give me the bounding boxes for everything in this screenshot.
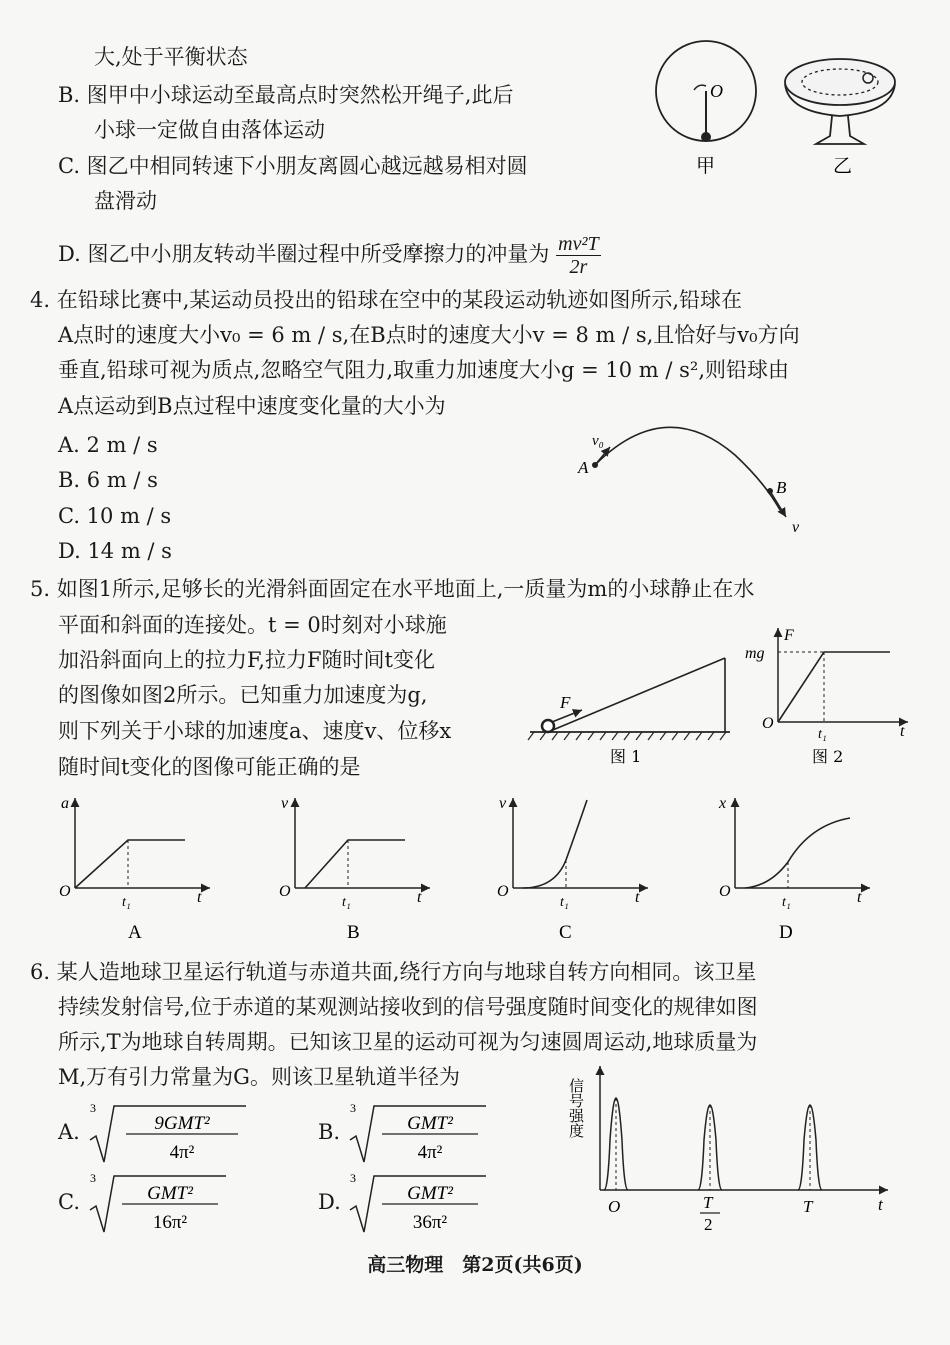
graph-b xyxy=(279,795,430,943)
fig-yi-label: 乙 xyxy=(833,155,853,177)
q4-option-b: B. 6 m / s xyxy=(58,468,158,492)
t1-label: t₁ xyxy=(818,727,827,742)
q5-stem-line6: 随时间t变化的图像可能正确的是 xyxy=(58,755,361,779)
q5-stem-line2: 平面和斜面的连接处。t = 0时刻对小球施 xyxy=(58,613,447,637)
svg-text:t₁: t₁ xyxy=(560,895,569,910)
q5-stem-line5: 则下列关于小球的加速度a、速度v、位移x xyxy=(58,719,452,743)
svg-text:GMT²: GMT² xyxy=(407,1183,453,1204)
graph-a-axis: a xyxy=(61,795,69,812)
svg-text:GMT²: GMT² xyxy=(147,1183,193,1204)
q3-option-c-line2: 盘滑动 xyxy=(94,189,157,213)
svg-text:3: 3 xyxy=(90,1171,96,1185)
svg-text:O: O xyxy=(59,883,71,900)
svg-text:t: t xyxy=(857,889,862,906)
svg-text:4π²: 4π² xyxy=(169,1142,195,1163)
svg-text:t₁: t₁ xyxy=(122,895,131,910)
svg-text:9GMT²: 9GMT² xyxy=(154,1113,210,1134)
svg-text:3: 3 xyxy=(350,1171,356,1185)
point-b-label: B xyxy=(776,478,787,497)
graph-c-label: C xyxy=(559,922,572,943)
svg-text:4π²: 4π² xyxy=(417,1142,443,1163)
signal-axis-label: 信号强度 xyxy=(567,1078,585,1138)
incline-surface xyxy=(548,658,725,732)
q4-trajectory-figure xyxy=(570,425,810,540)
frac-numerator: mv²T xyxy=(558,233,599,255)
fig-jia-o: O xyxy=(710,81,723,101)
q3-option-d xyxy=(58,233,601,278)
exam-page: 大,处于平衡状态 B. 图甲中小球运动至最高点时突然松开绳子,此后 小球一定做自由落体运动 C. 图乙中相同转速下小朋友离圆心越远越易相对圆 盘滑动 D. 图乙中小朋友转动半圈过程中所受摩擦力的冲量为 $\frac{\text{mv²T}}{2r}$ O 甲 乙 4. 在铅球比赛中,某运动员投出的铅球在空中的某段运动轨迹如图所示,铅球在 A点时的速度大小v₀ = 6 m / s,在B点时的速度大小v = 8 m / s,且恰好与v₀方向 垂直,铅球可视为质点,忽略空气阻力,取重力加速度大小g = 10 m / s²,则铅球由 A点运动到B点过程中速度变化量的大小为 A. 2 m / s B. 6 m / s C. 10 m / s D. 14 m / s v₀ A B v 5. 如图1所示,足够长的光滑斜面固定在水平地面上,一质量为m的小球静止在水 平面和斜面的连接处。t = 0时刻对小球施 加沿斜面向上的拉力F,拉力F随时间t变化 的图像如图2所示。已知重力加速度为g, 则下列关于小球的加速度a、速度v、位移x 随时间t变化的图像可能正确的是 F 图 1 F mg O t₁ t 图 2 a O t₁ t A v O t₁ t B v O t₁ t C x O t₁ t D 6. 某人造地球卫星运行轨道与赤道共面,绕行方向与地球自转方向相同。该卫星 持续发射信号,位于赤道的某观测站接收到的信号强度随时间变化的规律如图 所示,T为地球自转周期。已知该卫星的运动可视为匀速圆周运动,地球质量为 M,万有引力常量为G。则该卫星轨道半径为 A. 3 9GMT² 4π² B. 3 GMT² 4π² C. 3 GMT² 16π² D. 3 GMT² 36π² 信号强度 O T 2 T t 高三物理 第2页(共6页) xyxy=(0,0,950,1345)
q3-figures xyxy=(650,40,930,180)
svg-text:3: 3 xyxy=(90,1101,96,1115)
graph-b-label: B xyxy=(347,922,360,943)
q4-stem-line1: 4. 在铅球比赛中,某运动员投出的铅球在空中的某段运动轨迹如图所示,铅球在 xyxy=(30,288,743,312)
q4-option-c: C. 10 m / s xyxy=(58,504,172,528)
q5-figure1-incline xyxy=(520,640,740,770)
q4-option-d: D. 14 m / s xyxy=(58,539,172,563)
svg-text:GMT²: GMT² xyxy=(407,1113,453,1134)
q5-stem-line3: 加沿斜面向上的拉力F,拉力F随时间t变化 xyxy=(58,648,435,672)
svg-text:O: O xyxy=(279,883,291,900)
q3-a-tail: 大,处于平衡状态 xyxy=(94,45,248,69)
q6-stem-line1: 6. 某人造地球卫星运行轨道与赤道共面,绕行方向与地球自转方向相同。该卫星 xyxy=(30,960,757,984)
svg-text:t: t xyxy=(635,889,640,906)
tick-half-t-den: 2 xyxy=(704,1215,713,1234)
graph-c-axis: v xyxy=(499,795,507,812)
v0-arrow xyxy=(595,447,610,465)
q3-option-d-text: D. 图乙中小朋友转动半圈过程中所受摩擦力的冲量为 xyxy=(58,242,550,266)
frac-denominator: 2r xyxy=(569,256,588,278)
q3-option-b-line1: B. 图甲中小球运动至最高点时突然松开绳子,此后 xyxy=(58,83,514,107)
svg-text:36π²: 36π² xyxy=(412,1212,448,1233)
q4-stem-line2: A点时的速度大小v₀ = 6 m / s,在B点时的速度大小v = 8 m / s,且恰好与v₀方向 xyxy=(58,323,800,347)
q3-option-b-line2: 小球一定做自由落体运动 xyxy=(94,118,325,142)
q5-stem-line1: 5. 如图1所示,足够长的光滑斜面固定在水平地面上,一质量为m的小球静止在水 xyxy=(30,577,755,601)
svg-text:t: t xyxy=(417,889,422,906)
q5-option-graphs xyxy=(45,790,925,950)
q6-stem-line4: M,万有引力常量为G。则该卫星轨道半径为 xyxy=(58,1065,460,1089)
q5-stem-line4: 的图像如图2所示。已知重力加速度为g, xyxy=(58,683,428,707)
q4-stem-line4: A点运动到B点过程中速度变化量的大小为 xyxy=(58,394,446,418)
graph-b-axis: v xyxy=(281,795,289,812)
fig-yi-stand xyxy=(816,116,864,144)
point-a-label: A xyxy=(578,458,589,477)
q5-figure2-ft-graph xyxy=(740,620,920,770)
svg-text:O: O xyxy=(719,883,731,900)
q4-stem-line3: 垂直,铅球可视为质点,忽略空气阻力,取重力加速度大小g = 10 m / s²,则铅球由 xyxy=(58,358,790,382)
fig-jia-label: 甲 xyxy=(696,155,716,177)
force-label: F xyxy=(560,693,571,712)
trajectory-curve xyxy=(595,427,780,510)
svg-text:3: 3 xyxy=(350,1101,356,1115)
graph-c xyxy=(497,795,648,943)
svg-text:t₁: t₁ xyxy=(342,895,351,910)
svg-text:O: O xyxy=(497,883,509,900)
svg-text:16π²: 16π² xyxy=(152,1212,188,1233)
q6-stem-line2: 持续发射信号,位于赤道的某观测站接收到的信号强度随时间变化的规律如图 xyxy=(58,995,758,1019)
f-axis-label: F xyxy=(784,627,794,644)
q6-signal-figure xyxy=(567,1060,900,1250)
svg-text:t: t xyxy=(197,889,202,906)
tick-half-t-num: T xyxy=(703,1193,713,1212)
q6-stem-line3: 所示,T为地球自转周期。已知该卫星的运动可视为匀速圆周运动,地球质量为 xyxy=(58,1030,758,1054)
tick-o: O xyxy=(608,1197,621,1216)
graph-d xyxy=(718,795,870,943)
graph-d-axis: x xyxy=(719,795,727,812)
page-footer: 高三物理 第2页(共6页) xyxy=(367,1254,583,1276)
fig2-caption: 图 2 xyxy=(812,747,844,766)
q3-option-d-fraction xyxy=(556,233,600,278)
q4-option-a: A. 2 m / s xyxy=(58,433,158,457)
graph-d-label: D xyxy=(779,922,793,943)
q3-option-c-line1: C. 图乙中相同转速下小朋友离圆心越远越易相对圆 xyxy=(58,154,528,178)
fig-jia-ball xyxy=(701,132,711,142)
v-label: v xyxy=(792,519,800,536)
mg-label: mg xyxy=(745,645,765,662)
t-axis-label: t xyxy=(900,723,905,740)
origin-label: O xyxy=(762,715,774,732)
svg-text:t₁: t₁ xyxy=(782,895,791,910)
fig1-caption: 图 1 xyxy=(610,747,642,766)
t-axis: t xyxy=(878,1195,883,1214)
tick-t: T xyxy=(803,1197,813,1216)
graph-a-label: A xyxy=(128,922,142,943)
graph-a xyxy=(59,795,210,943)
v0-label: v₀ xyxy=(592,433,604,449)
